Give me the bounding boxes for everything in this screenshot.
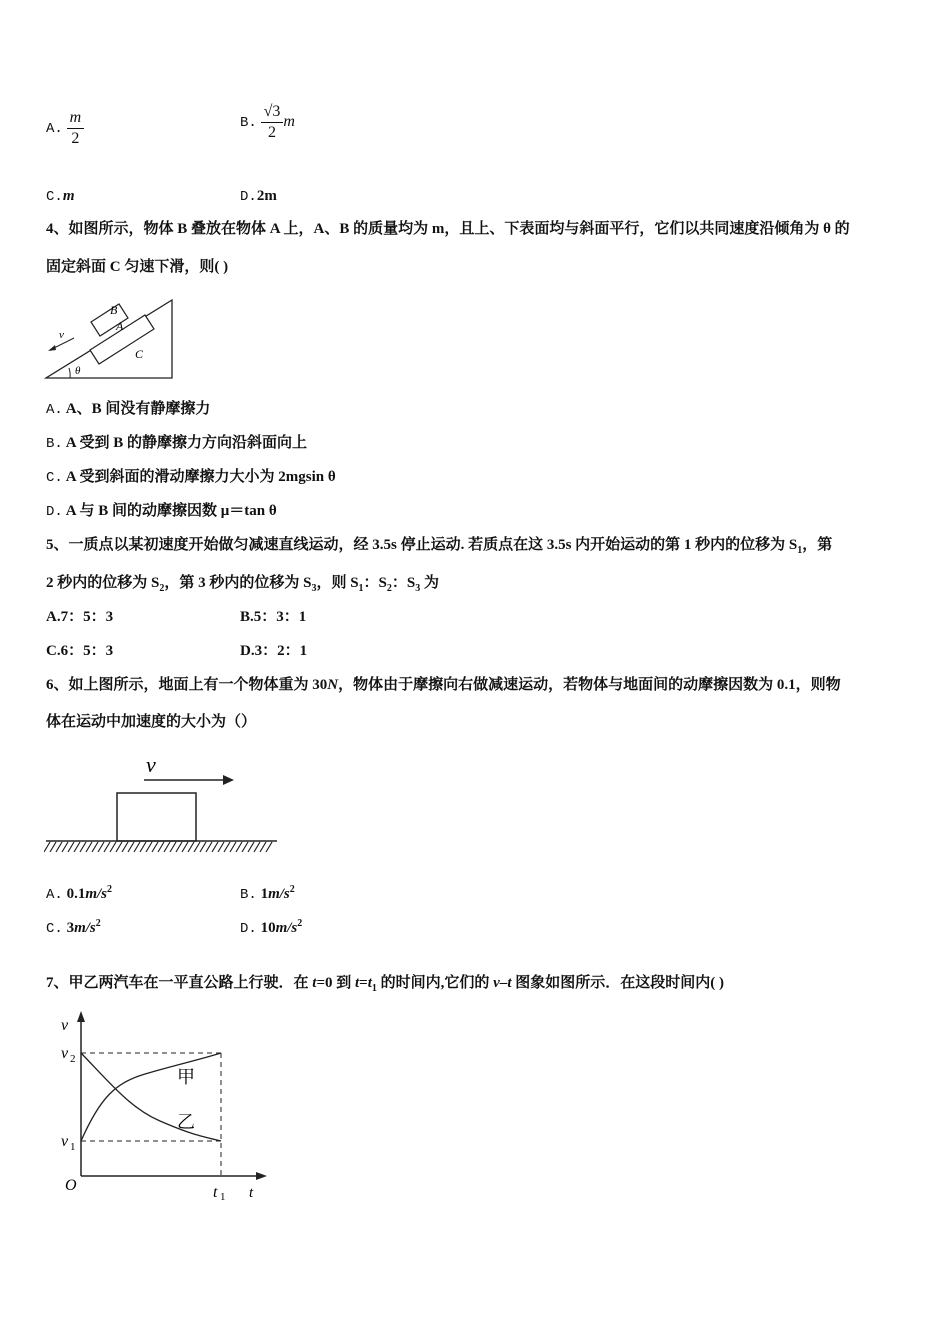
angle-arc [69, 368, 70, 378]
q3-option-b [240, 102, 295, 143]
hatch-mark [98, 842, 104, 852]
q5-stem-line1 [46, 535, 832, 561]
label-theta: θ [75, 365, 81, 377]
option-label: B. [240, 887, 257, 903]
text: 图象如图所示．在这段时间内( ) [511, 975, 724, 991]
velocity-label: v [146, 752, 156, 777]
option-label: D. [240, 921, 257, 937]
q7-stem [46, 973, 724, 999]
text: ：S [391, 575, 416, 591]
option-text: A 受到斜面的滑动摩擦力大小为 2mgsin θ [65, 469, 336, 485]
q6-stem-line2: 体在运动中加速度的大小为（） [46, 714, 257, 730]
q3-option-d [240, 186, 277, 207]
hatch-mark [230, 842, 236, 852]
hatch-mark [110, 842, 116, 852]
unit: m/s [275, 920, 298, 936]
hatch-mark [128, 842, 134, 852]
option-label: B. [46, 436, 63, 452]
option-label: A. [46, 120, 63, 137]
q4-stem-line1: 4、如图所示，物体 B 叠放在物体 A 上，A、B 的质量均为 m，且上、下表面均与斜面平行，它们以共同速度沿倾角为 θ 的 [46, 221, 850, 237]
unit-exponent: 2 [289, 884, 295, 895]
hatch-mark [194, 842, 200, 852]
fraction-tail: m [283, 112, 295, 130]
label-v: v [59, 329, 64, 341]
hatch-mark [188, 842, 194, 852]
hatch-mark [86, 842, 92, 852]
q6-option-d [240, 914, 302, 939]
subscript: 3 [415, 583, 421, 594]
var-t: t [355, 975, 360, 991]
text: 7、甲乙两汽车在一平直公路上行驶．在 [46, 975, 313, 991]
y-axis-label: v [61, 1017, 69, 1034]
fraction-denominator: 2 [267, 124, 276, 141]
subscript: 2 [159, 583, 165, 594]
subscript: 2 [386, 583, 392, 594]
option-value: 3 [66, 920, 75, 936]
hatch-mark [116, 842, 122, 852]
option-value: 0.1 [66, 886, 86, 902]
unit-exponent: 2 [95, 918, 101, 929]
var-t: t [367, 975, 372, 991]
q4-option-d [46, 501, 277, 522]
text: ，则 S [316, 575, 359, 591]
option-label: D. [240, 189, 257, 205]
vt-graph [55, 1008, 275, 1208]
q5-option-d: D.3：2：1 [240, 643, 308, 659]
q5-option-a: A.7：5：3 [46, 609, 114, 625]
q3-option-c [46, 186, 74, 207]
t1-subscript: 1 [220, 1191, 226, 1203]
hatch-mark [200, 842, 206, 852]
option-label: A. [46, 887, 63, 903]
hatch-mark [50, 842, 56, 852]
block [117, 793, 196, 841]
subscript: 1 [797, 545, 803, 556]
q4-option-c [46, 467, 336, 488]
hatch-mark [56, 842, 62, 852]
label-a: A [116, 319, 124, 333]
unit-exponent: 2 [297, 918, 303, 929]
hatch-mark [206, 842, 212, 852]
option-value: m [62, 188, 75, 204]
x-axis-label: t [249, 1185, 254, 1201]
hatch-mark [68, 842, 74, 852]
origin-label: O [65, 1177, 77, 1194]
text: 2 秒内的位移为 S [46, 575, 160, 591]
hatch-mark [92, 842, 98, 852]
hatch-mark [80, 842, 86, 852]
curve-label-yi: 乙 [177, 1112, 195, 1132]
option-text: A 与 B 间的动摩擦因数 μ＝tan θ [65, 503, 277, 519]
label-b: B [110, 303, 118, 317]
hatch-mark [44, 842, 50, 852]
hatch-mark [134, 842, 140, 852]
unit: N [327, 677, 339, 693]
q4-option-a [46, 399, 210, 420]
hatch-mark [248, 842, 254, 852]
hatch-mark [254, 842, 260, 852]
block-on-ground-figure [44, 750, 284, 860]
text: 为 [420, 575, 439, 591]
hatch-mark [146, 842, 152, 852]
label-c: C [135, 347, 144, 361]
y-axis-arrow [77, 1011, 85, 1022]
hatch-mark [62, 842, 68, 852]
subscript: 3 [311, 583, 317, 594]
hatch-mark [158, 842, 164, 852]
v2-subscript: 2 [70, 1053, 76, 1065]
hatch-mark [122, 842, 128, 852]
ground-hatching [44, 842, 272, 852]
fraction-sqrt3-over-2 [261, 102, 284, 143]
hatch-mark [140, 842, 146, 852]
option-text: A 受到 B 的静摩擦力方向沿斜面向上 [65, 435, 308, 451]
subscript: 1 [371, 983, 377, 994]
q6-option-a [46, 880, 112, 905]
option-label: B. [240, 114, 257, 131]
text: 6、如上图所示，地面上有一个物体重为 30 [46, 677, 328, 693]
q5-stem-line2 [46, 573, 439, 599]
v2-label: v [61, 1045, 69, 1062]
text: ，物体由于摩擦向右做减速运动，若物体与地面间的动摩擦因数为 0.1，则物 [338, 677, 841, 693]
hatch-mark [260, 842, 266, 852]
option-label: C. [46, 470, 63, 486]
hatch-mark [242, 842, 248, 852]
curve-label-jia: 甲 [177, 1067, 195, 1087]
var-t: t [312, 975, 317, 991]
unit: m/s [268, 886, 290, 902]
hatch-mark [182, 842, 188, 852]
text: ：S [363, 575, 387, 591]
fraction-m-over-2 [67, 108, 85, 149]
text: ，第 [802, 537, 833, 553]
hatch-mark [152, 842, 158, 852]
velocity-arrow-head [48, 345, 56, 351]
curve-yi [81, 1053, 221, 1141]
hatch-mark [212, 842, 218, 852]
q6-option-b [240, 880, 295, 905]
v1-label: v [61, 1133, 69, 1150]
curve-jia [81, 1053, 221, 1141]
q6-stem-line1 [46, 675, 841, 695]
hatch-mark [170, 842, 176, 852]
hatch-mark [164, 842, 170, 852]
option-text: A、B 间没有静摩擦力 [65, 401, 211, 417]
unit-exponent: 2 [107, 884, 112, 895]
q6-option-c [46, 914, 101, 939]
hatch-mark [104, 842, 110, 852]
hatch-mark [218, 842, 224, 852]
q4-option-b [46, 433, 307, 454]
option-label: A. [46, 402, 63, 418]
fraction-denominator: 2 [71, 130, 80, 147]
hatch-mark [74, 842, 80, 852]
option-value: 2m [256, 188, 277, 204]
v1-subscript: 1 [70, 1141, 76, 1153]
q5-option-c: C.6：5：3 [46, 643, 114, 659]
option-label: D. [46, 504, 63, 520]
fraction-numerator: m [67, 108, 85, 129]
q3-option-a [46, 108, 84, 149]
text: =0 到 [316, 975, 355, 991]
fraction-numerator: √3 [261, 102, 284, 123]
text: = [359, 975, 368, 991]
subscript: 1 [358, 583, 364, 594]
text: 5、一质点以某初速度开始做匀减速直线运动，经 3.5s 停止运动. 若质点在这 3.5s 内开始运动的第 1 秒内的位移为 S [46, 537, 798, 553]
q5-option-b: B.5：3：1 [240, 609, 307, 625]
hatch-mark [236, 842, 242, 852]
text: 的时间内,它们的 [376, 975, 494, 991]
hatch-mark [176, 842, 182, 852]
option-value: 1 [260, 886, 269, 902]
hatch-mark [224, 842, 230, 852]
option-value: 10 [260, 920, 276, 936]
t1-label: t [213, 1184, 218, 1201]
incline-figure [40, 288, 180, 384]
option-label: C. [46, 189, 63, 205]
text: ，第 3 秒内的位移为 S [164, 575, 312, 591]
hatch-mark [266, 842, 272, 852]
option-label: C. [46, 921, 63, 937]
velocity-arrow-head [223, 775, 234, 785]
var-vt: v–t [493, 975, 512, 991]
unit: m/s [85, 886, 107, 902]
unit: m/s [74, 920, 96, 936]
x-axis-arrow [256, 1172, 267, 1180]
q4-stem-line2: 固定斜面 C 匀速下滑，则( ) [46, 259, 229, 275]
